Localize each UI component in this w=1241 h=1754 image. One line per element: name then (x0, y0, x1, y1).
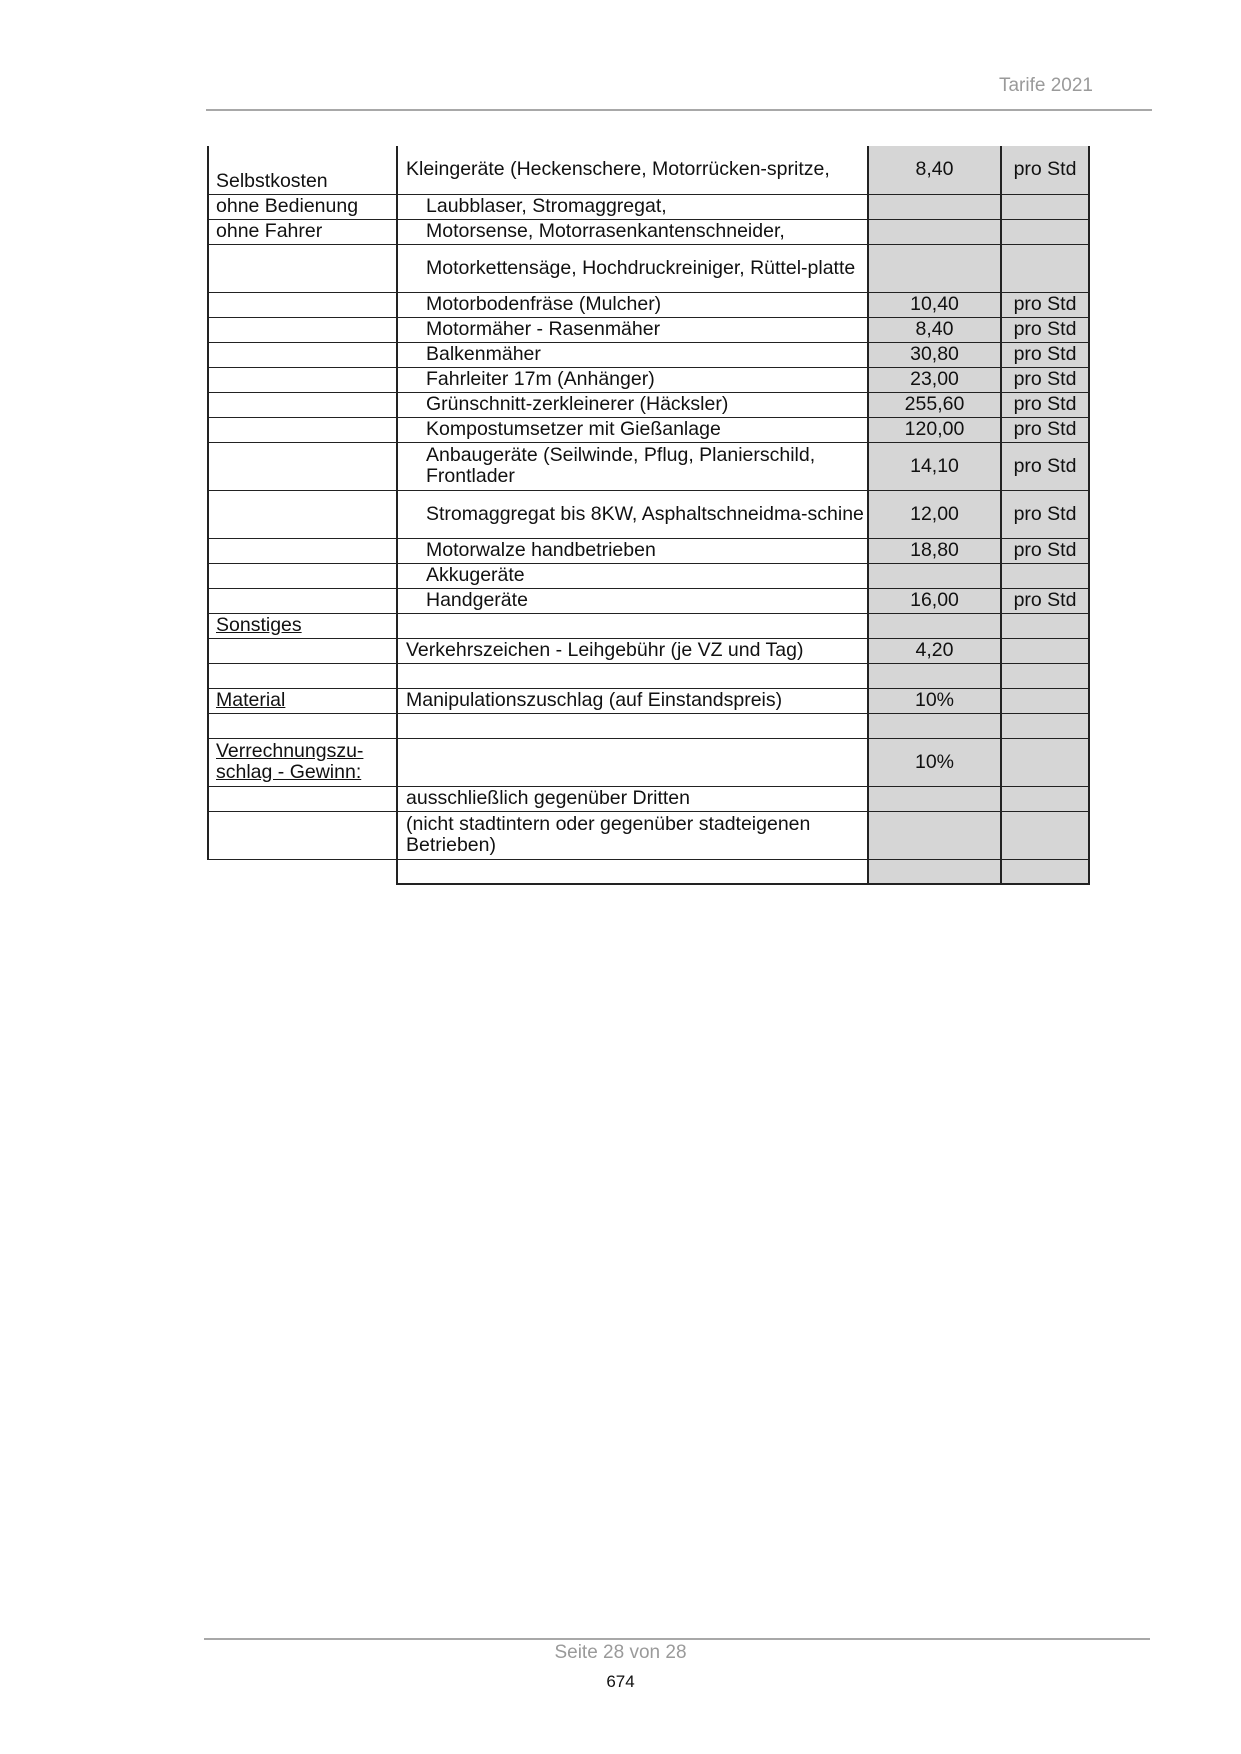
table-row (208, 688, 1089, 713)
section-label-verrechnungszuschlag: Verrechnungszu-schlag - Gewinn: (208, 738, 397, 786)
table-row (208, 663, 1089, 688)
row-unit: pro Std (1001, 588, 1089, 613)
table-row (208, 194, 1089, 219)
row-category (208, 292, 397, 317)
row-price (868, 786, 1001, 811)
page-label: Seite 28 von 28 (554, 1642, 687, 1663)
row-description (397, 713, 868, 738)
section-label-material: Material (208, 688, 397, 713)
row-description (397, 663, 868, 688)
row-category: ohne Fahrer (208, 219, 397, 244)
header-divider (206, 109, 1152, 111)
row-category (208, 490, 397, 538)
row-category (208, 811, 397, 859)
row-unit: pro Std (1001, 417, 1089, 442)
table-row (208, 367, 1089, 392)
table-row (208, 490, 1089, 538)
row-category (208, 417, 397, 442)
table-row (208, 442, 1089, 490)
row-price: 10% (868, 738, 1001, 786)
row-category (208, 367, 397, 392)
table-row (208, 417, 1089, 442)
row-unit (1001, 663, 1089, 688)
row-unit: pro Std (1001, 442, 1089, 490)
row-price: 30,80 (868, 342, 1001, 367)
row-category (208, 713, 397, 738)
table-row (208, 538, 1089, 563)
table-row (208, 811, 1089, 859)
table-row (208, 859, 1089, 884)
table-row (208, 146, 1089, 194)
row-price (868, 859, 1001, 884)
row-description: (nicht stadtintern oder gegenüber stadteigenen Betrieben) (397, 811, 868, 859)
table-row (208, 713, 1089, 738)
row-category (208, 638, 397, 663)
row-price (868, 713, 1001, 738)
row-description: Verkehrszeichen - Leihgebühr (je VZ und Tag) (397, 638, 868, 663)
row-description: Motorkettensäge, Hochdruckreiniger, Rüttel-platte (397, 244, 868, 292)
row-price: 16,00 (868, 588, 1001, 613)
row-unit (1001, 563, 1089, 588)
row-category (208, 392, 397, 417)
row-price: 8,40 (868, 317, 1001, 342)
row-price: 10,40 (868, 292, 1001, 317)
row-price: 12,00 (868, 490, 1001, 538)
table-row (208, 588, 1089, 613)
table-row (208, 738, 1089, 786)
row-unit: pro Std (1001, 538, 1089, 563)
row-unit (1001, 688, 1089, 713)
row-category (208, 859, 397, 884)
row-unit (1001, 811, 1089, 859)
row-description: Anbaugeräte (Seilwinde, Pflug, Planierschild, Frontlader (397, 442, 868, 490)
row-price: 120,00 (868, 417, 1001, 442)
row-category (208, 317, 397, 342)
row-price (868, 663, 1001, 688)
row-unit: pro Std (1001, 367, 1089, 392)
row-category (208, 663, 397, 688)
row-price (868, 194, 1001, 219)
row-category (208, 538, 397, 563)
row-unit (1001, 786, 1089, 811)
row-category (208, 244, 397, 292)
row-description: Motorwalze handbetrieben (397, 538, 868, 563)
table-row (208, 563, 1089, 588)
row-price (868, 563, 1001, 588)
row-unit (1001, 194, 1089, 219)
row-price: 14,10 (868, 442, 1001, 490)
row-description: ausschließlich gegenüber Dritten (397, 786, 868, 811)
row-price (868, 219, 1001, 244)
row-price: 4,20 (868, 638, 1001, 663)
row-price: 255,60 (868, 392, 1001, 417)
section-label-sonstiges: Sonstiges (208, 613, 397, 638)
row-description (397, 738, 868, 786)
row-description: Kleingeräte (Heckenschere, Motorrücken-spritze, (397, 146, 868, 194)
row-description: Manipulationszuschlag (auf Einstandspreis) (397, 688, 868, 713)
row-price (868, 244, 1001, 292)
table-row (208, 244, 1089, 292)
row-unit (1001, 859, 1089, 884)
row-price: 23,00 (868, 367, 1001, 392)
row-price (868, 811, 1001, 859)
row-description: Grünschnitt-zerkleinerer (Häcksler) (397, 392, 868, 417)
row-description: Laubblaser, Stromaggregat, (397, 194, 868, 219)
row-unit (1001, 613, 1089, 638)
table-row (208, 392, 1089, 417)
row-unit (1001, 244, 1089, 292)
row-unit: pro Std (1001, 146, 1089, 194)
row-description (397, 613, 868, 638)
table-row (208, 638, 1089, 663)
row-price: 10% (868, 688, 1001, 713)
row-unit (1001, 638, 1089, 663)
row-description: Balkenmäher (397, 342, 868, 367)
row-description (397, 859, 868, 884)
row-description: Akkugeräte (397, 563, 868, 588)
row-unit: pro Std (1001, 342, 1089, 367)
row-unit: pro Std (1001, 317, 1089, 342)
row-unit: pro Std (1001, 292, 1089, 317)
row-price: 18,80 (868, 538, 1001, 563)
table-row (208, 613, 1089, 638)
row-category (208, 786, 397, 811)
row-description: Handgeräte (397, 588, 868, 613)
row-description: Motorbodenfräse (Mulcher) (397, 292, 868, 317)
table-row (208, 317, 1089, 342)
row-category: Selbstkosten (208, 146, 397, 194)
row-unit (1001, 713, 1089, 738)
row-price (868, 613, 1001, 638)
row-category (208, 563, 397, 588)
row-category (208, 342, 397, 367)
row-description: Fahrleiter 17m (Anhänger) (397, 367, 868, 392)
row-unit (1001, 219, 1089, 244)
row-description: Motormäher - Rasenmäher (397, 317, 868, 342)
row-price: 8,40 (868, 146, 1001, 194)
table-row (208, 786, 1089, 811)
tariff-table (207, 146, 1090, 885)
footer-divider (204, 1638, 1150, 1640)
row-category (208, 442, 397, 490)
row-description: Kompostumsetzer mit Gießanlage (397, 417, 868, 442)
row-unit: pro Std (1001, 392, 1089, 417)
table-row (208, 342, 1089, 367)
row-description: Stromaggregat bis 8KW, Asphaltschneidma-schine (397, 490, 868, 538)
row-category: ohne Bedienung (208, 194, 397, 219)
row-unit (1001, 738, 1089, 786)
table-row (208, 219, 1089, 244)
page-number: 674 (606, 1672, 635, 1691)
row-description: Motorsense, Motorrasenkantenschneider, (397, 219, 868, 244)
row-unit: pro Std (1001, 490, 1089, 538)
table-row (208, 292, 1089, 317)
row-category (208, 588, 397, 613)
document-header-title: Tarife 2021 (998, 75, 1093, 96)
